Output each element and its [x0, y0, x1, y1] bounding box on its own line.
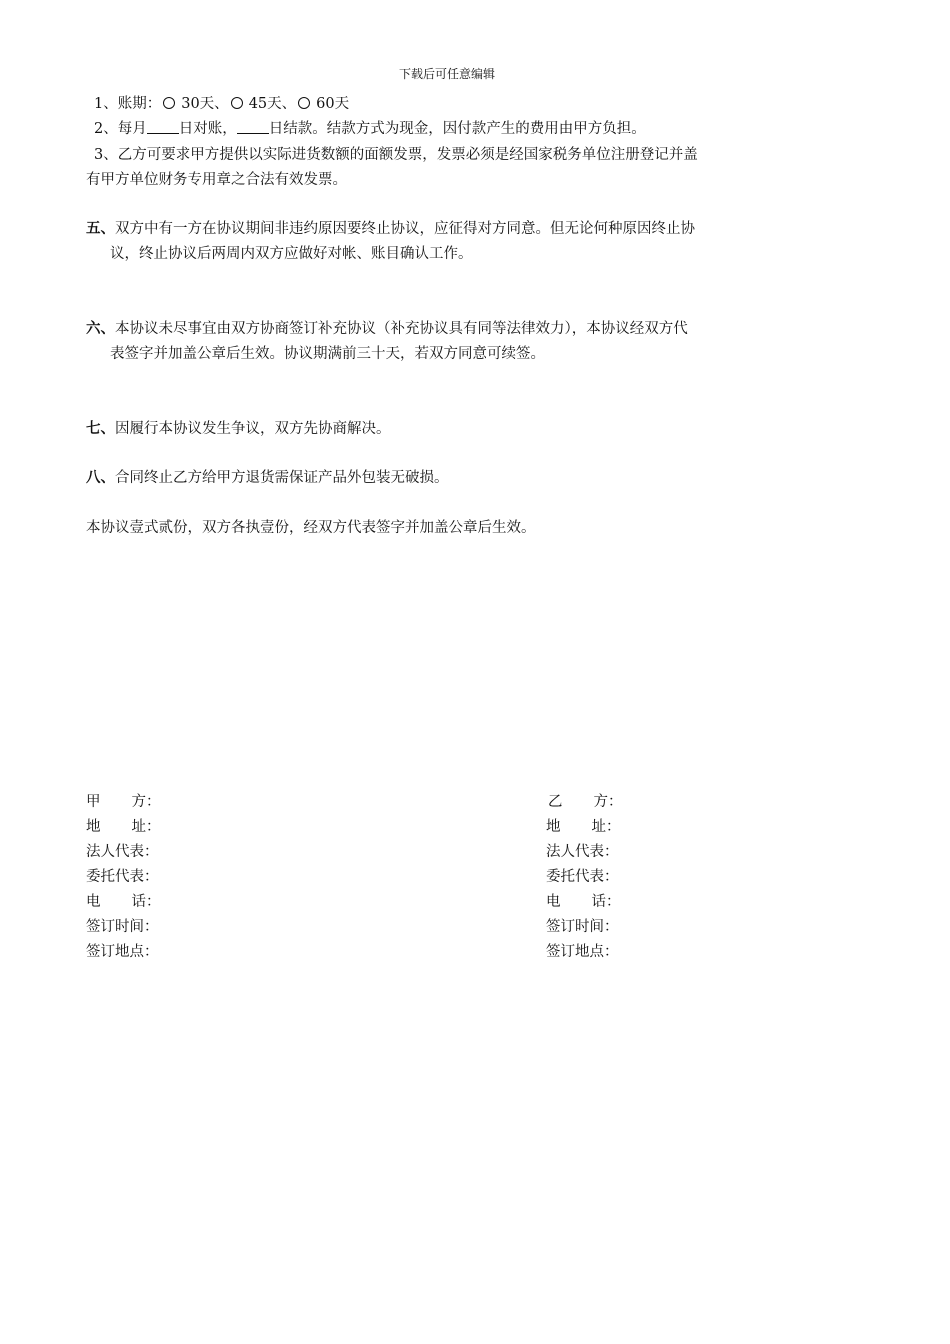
- colon: ：: [604, 869, 619, 885]
- party-b-address-row[interactable]: [546, 815, 623, 840]
- reconciliation-text-a: 2、每月: [94, 121, 147, 137]
- party-a-sign-time-row[interactable]: [86, 915, 161, 940]
- party-b-agent-row[interactable]: [546, 865, 623, 890]
- payment-term-line: [94, 94, 834, 114]
- colon: ：: [146, 819, 161, 835]
- reconciliation-line: [94, 119, 834, 139]
- clause-six-line-1: [86, 319, 826, 339]
- invoice-line-2: 有甲方单位财务专用章之合法有效发票。: [86, 172, 347, 188]
- sign-place-label: 签订地点: [86, 944, 144, 960]
- colon: ：: [146, 794, 161, 810]
- colon: ：: [604, 919, 619, 935]
- sign-time-label: 签订时间: [86, 919, 144, 935]
- agent-label: 委托代表: [546, 869, 604, 885]
- term-option-60: 60天: [316, 96, 350, 112]
- agent-label: 委托代表: [86, 869, 144, 885]
- invoice-line-1: 3、乙方可要求甲方提供以实际进货数额的面额发票，发票必须是经国家税务单位注册登记并盖: [94, 147, 698, 163]
- party-a-label: 甲方: [86, 794, 146, 810]
- colon: ：: [144, 844, 159, 860]
- colon: ：: [144, 944, 159, 960]
- clause-eight-number: 八、: [86, 469, 115, 486]
- party-b-phone-row[interactable]: [546, 890, 623, 915]
- reconciliation-text-b: 日对账，: [178, 121, 237, 137]
- reconciliation-text-c: 日结款。结款方式为现金，因付款产生的费用由甲方负担。: [268, 121, 646, 137]
- party-a-agent-row[interactable]: [86, 865, 161, 890]
- address-label: 地址: [546, 819, 606, 835]
- party-b-legal-rep-row[interactable]: [546, 840, 623, 865]
- radio-circle-icon[interactable]: [163, 97, 175, 109]
- settlement-day-blank[interactable]: [237, 119, 269, 134]
- party-b-signature-block: [546, 790, 623, 965]
- party-a-signature-block: [86, 790, 161, 965]
- phone-label: 电话: [86, 894, 146, 910]
- clause-seven-number: 七、: [86, 420, 115, 437]
- legal-rep-label: 法人代表: [546, 844, 604, 860]
- party-b-name-row[interactable]: [546, 790, 623, 815]
- clause-six-line-2: 表签字并加盖公章后生效。协议期满前三十天，若双方同意可续签。: [110, 346, 545, 362]
- clause-five-number: 五、: [86, 220, 115, 237]
- party-a-phone-row[interactable]: [86, 890, 161, 915]
- address-label: 地址: [86, 819, 146, 835]
- term-option-30: 30天、: [181, 96, 229, 112]
- colon: ：: [606, 819, 621, 835]
- colon: ：: [604, 944, 619, 960]
- party-a-sign-place-row[interactable]: [86, 940, 161, 965]
- party-b-label: 乙方: [548, 794, 608, 810]
- colon: ：: [144, 919, 159, 935]
- legal-rep-label: 法人代表: [86, 844, 144, 860]
- party-a-legal-rep-row[interactable]: [86, 840, 161, 865]
- sign-place-label: 签订地点: [546, 944, 604, 960]
- clause-five-text-a: 双方中有一方在协议期间非违约原因要终止协议，应征得对方同意。但无论何种原因终止协: [115, 221, 695, 237]
- party-b-sign-place-row[interactable]: [546, 940, 623, 965]
- clause-six-text-a: 本协议未尽事宜由双方协商签订补充协议（补充协议具有同等法律效力），本协议经双方代: [115, 321, 688, 337]
- party-b-sign-time-row[interactable]: [546, 915, 623, 940]
- payment-term-prefix: 1、账期：: [94, 96, 162, 112]
- phone-label: 电话: [546, 894, 606, 910]
- clause-eight-text: 合同终止乙方给甲方退货需保证产品外包装无破损。: [115, 470, 449, 486]
- final-statement: 本协议壹式贰份，双方各执壹份，经双方代表签字并加盖公章后生效。: [86, 520, 536, 536]
- colon: ：: [604, 844, 619, 860]
- clause-eight: [86, 468, 826, 488]
- clause-seven: [86, 419, 826, 439]
- clause-seven-text: 因履行本协议发生争议，双方先协商解决。: [115, 421, 391, 437]
- party-a-name-row[interactable]: [86, 790, 161, 815]
- radio-circle-icon[interactable]: [298, 97, 310, 109]
- clause-five-line-1: [86, 219, 826, 239]
- term-option-45: 45天、: [248, 96, 297, 112]
- colon: ：: [144, 869, 159, 885]
- clause-five-line-2: 议，终止协议后两周内双方应做好对帐、账目确认工作。: [110, 246, 473, 262]
- radio-circle-icon[interactable]: [231, 97, 243, 109]
- colon: ：: [608, 794, 623, 810]
- clause-six-number: 六、: [86, 320, 115, 337]
- header-note: 下载后可任意编辑: [398, 67, 495, 81]
- colon: ：: [606, 894, 621, 910]
- party-a-address-row[interactable]: [86, 815, 161, 840]
- reconcile-day-blank[interactable]: [147, 119, 179, 134]
- sign-time-label: 签订时间: [546, 919, 604, 935]
- colon: ：: [146, 894, 161, 910]
